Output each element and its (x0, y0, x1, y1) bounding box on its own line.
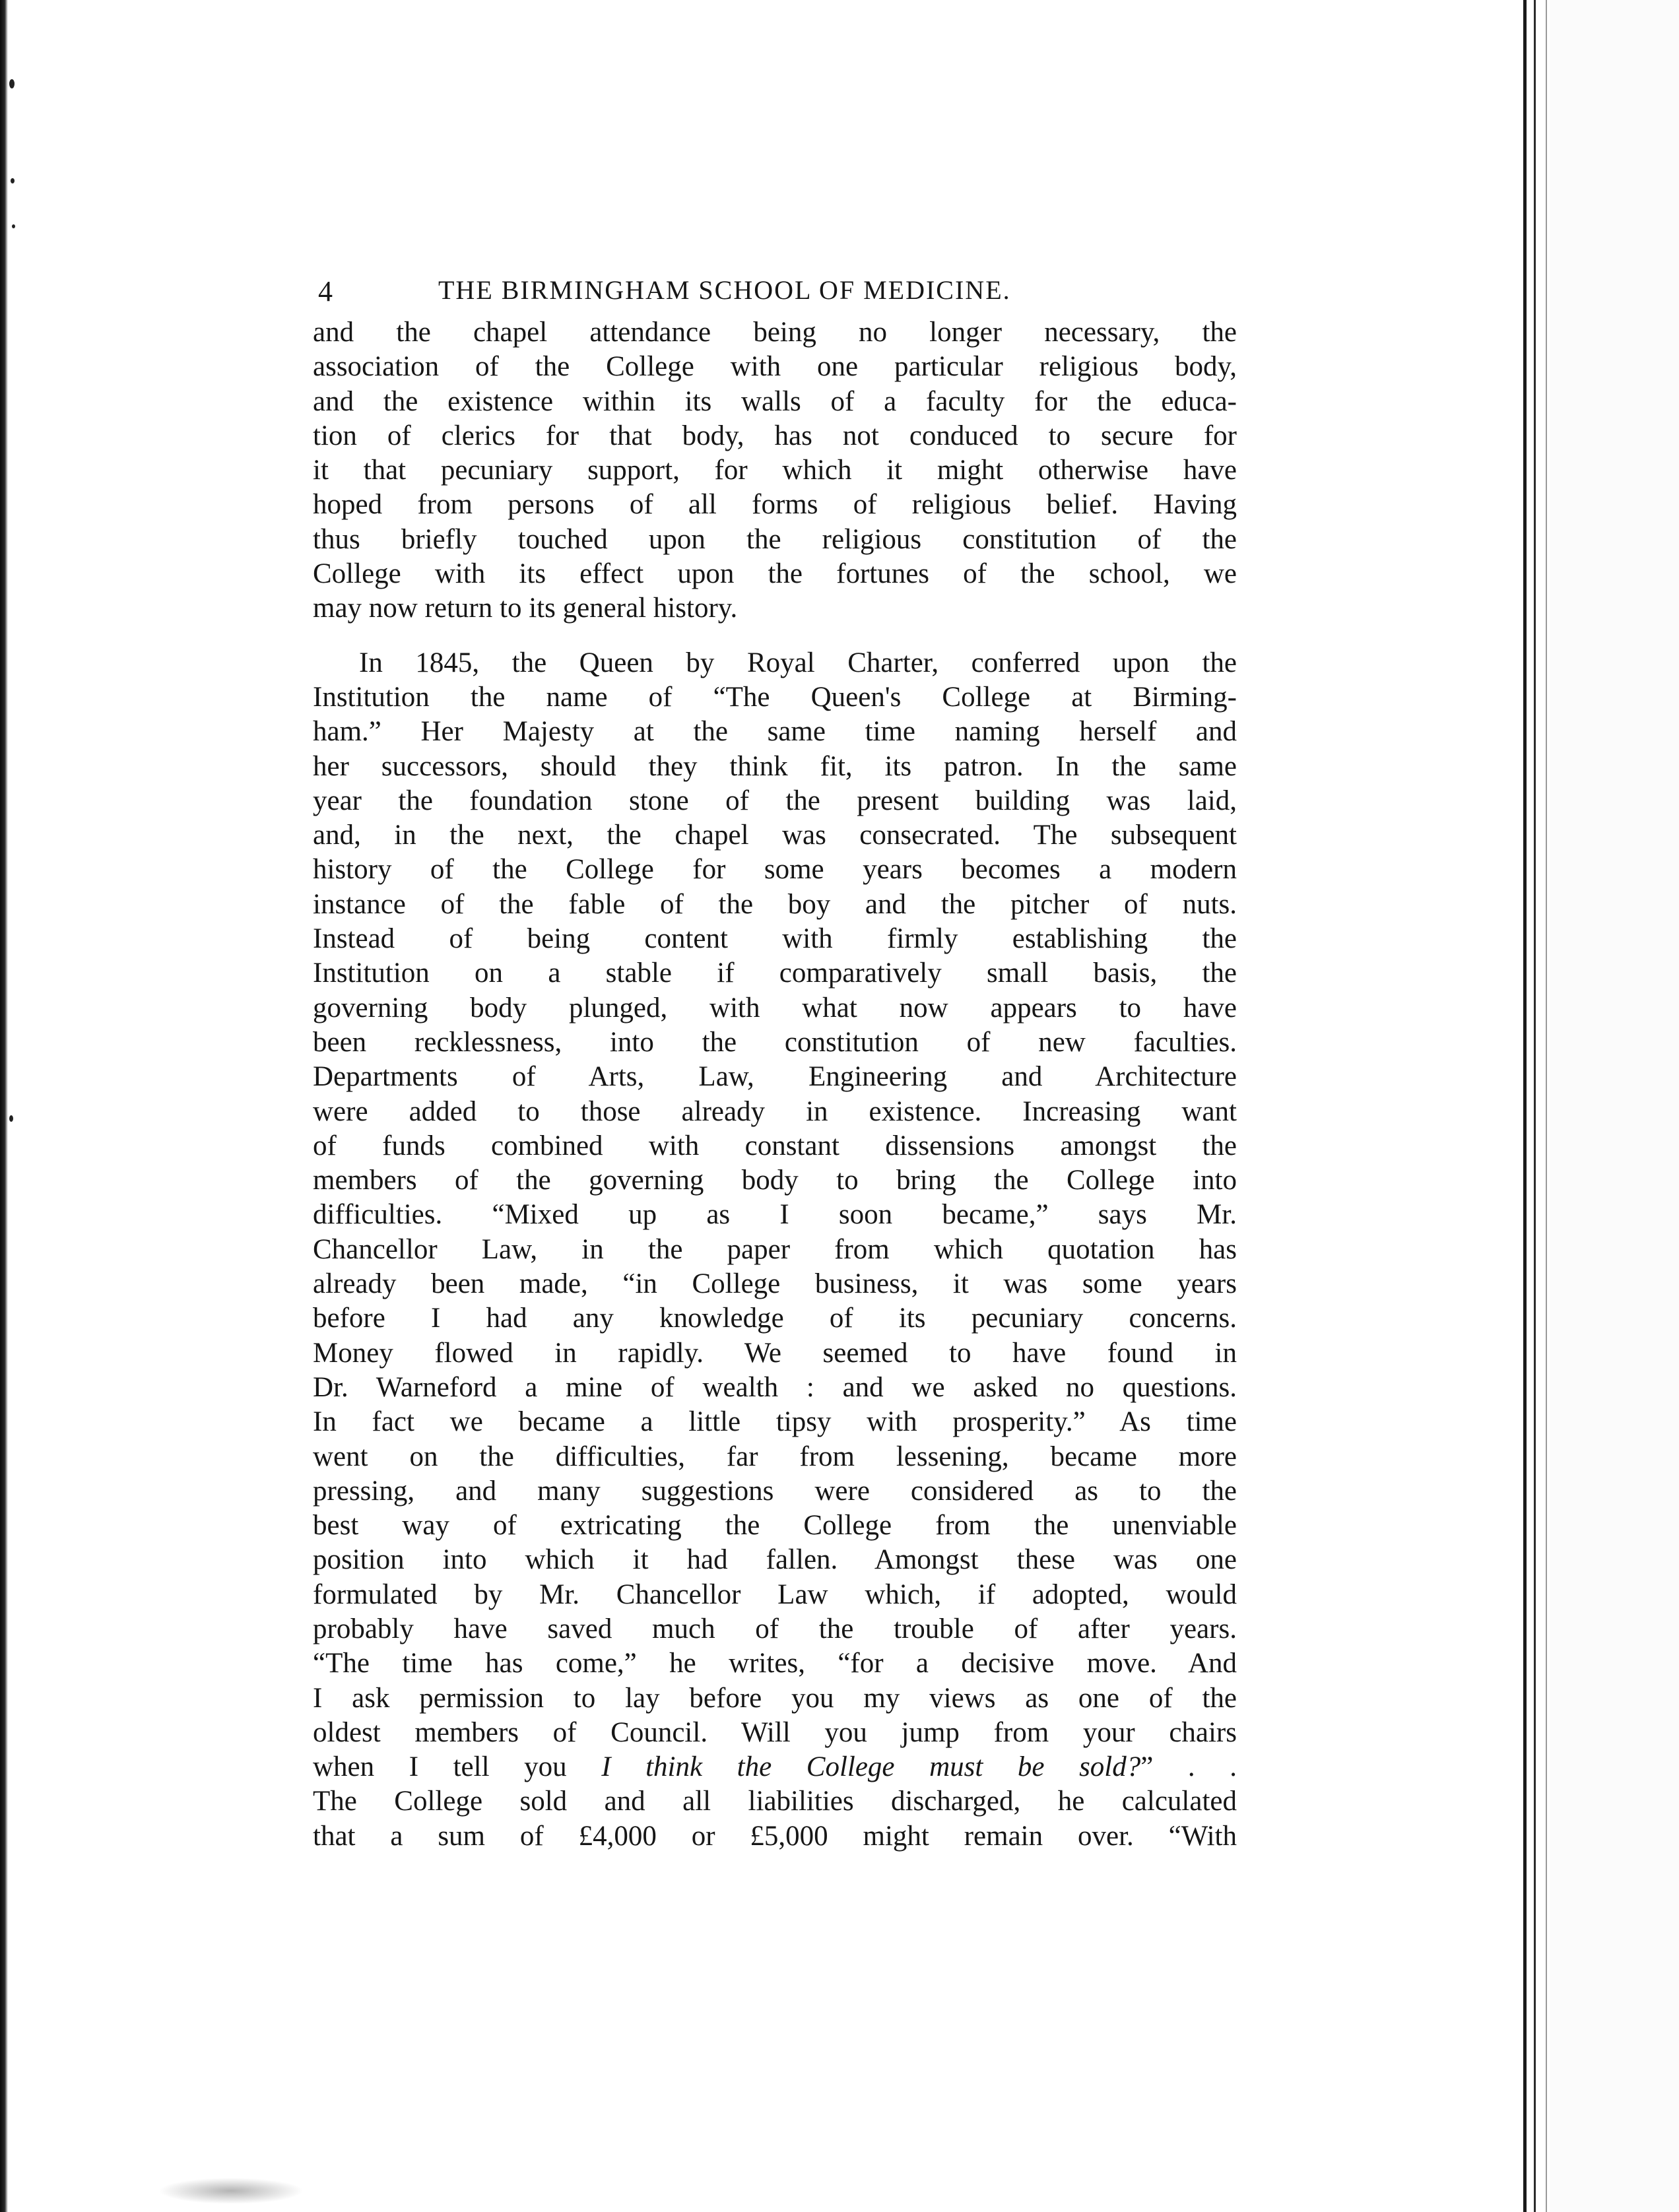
text-line: difficulties. “Mixed up as I soon became,” says Mr. (313, 1199, 1237, 1231)
text-line: In fact we became a little tipsy with prosperity.” As time (313, 1406, 1237, 1438)
scan-right-margin (1523, 0, 1679, 2212)
scan-binding-shadow (0, 0, 8, 2212)
text-line: Dr. Warneford a mine of wealth : and we asked no questions. (313, 1371, 1237, 1403)
text-line: Institution the name of “The Queen's College at Birming- (313, 681, 1237, 713)
text-line: of funds combined with constant dissensions amongst the (313, 1130, 1237, 1161)
scan-speck (9, 79, 15, 88)
text-line: history of the College for some years becomes a modern (313, 854, 1237, 886)
text-line: position into which it had fallen. Amongst these was one (313, 1544, 1237, 1576)
body-text (313, 315, 1237, 1854)
text-line: College with its effect upon the fortunes of the school, we (313, 558, 1237, 590)
scan-edge-fill (1550, 0, 1679, 2212)
text-line: went on the difficulties, far from lessening, became more (313, 1441, 1237, 1472)
text-line: best way of extricating the College from the unenviable (313, 1510, 1237, 1542)
text-line: pressing, and many suggestions were considered as to the (313, 1475, 1237, 1507)
text-line: formulated by Mr. Chancellor Law which, if adopted, would (313, 1578, 1237, 1610)
text-line: oldest members of Council. Will you jump from your chairs (313, 1716, 1237, 1748)
text-line: probably have saved much of the trouble of after years. (313, 1613, 1237, 1644)
scan-speck (9, 1115, 13, 1122)
text-line: The College sold and all liabilities discharged, he calculated (313, 1786, 1237, 1817)
text-line: ham.” Her Majesty at the same time naming herself and (313, 716, 1237, 748)
text-line: and the chapel attendance being no longer necessary, the (313, 317, 1237, 348)
text-line: it that pecuniary support, for which it might otherwise have (313, 455, 1237, 486)
scan-speck (12, 224, 15, 228)
text-line: Money flowed in rapidly. We seemed to have found in (313, 1337, 1237, 1369)
scan-edge-line (1523, 0, 1527, 2212)
paragraph (313, 315, 1237, 626)
text-line: association of the College with one particular religious body, (313, 351, 1237, 383)
running-head (313, 269, 1237, 315)
text-run: when I tell you (313, 1751, 602, 1783)
text-line: governing body plunged, with what now appears to have (313, 992, 1237, 1024)
italic-quotation: I think the College must be sold? (601, 1751, 1141, 1783)
text-line: thus briefly touched upon the religious constitution of the (313, 523, 1237, 555)
text-line: year the foundation stone of the present building was laid, (313, 785, 1237, 816)
text-line: I ask permission to lay before you my views as one of the (313, 1682, 1237, 1714)
book-page (313, 269, 1237, 1854)
text-line: In 1845, the Queen by Royal Charter, conferred upon the (359, 647, 1237, 678)
scan-edge-line (1546, 0, 1547, 2212)
page-number: 4 (318, 275, 334, 308)
text-line (313, 1750, 1237, 1784)
text-line: and, in the next, the chapel was consecrated. The subsequent (313, 820, 1237, 851)
text-line: already been made, “in College business, it was some years (313, 1268, 1237, 1300)
text-line: may now return to its general history. (313, 593, 738, 624)
scan-noise (158, 2178, 304, 2204)
text-line: Institution on a stable if comparatively small basis, the (313, 958, 1237, 989)
text-line: her successors, should they think fit, its patron. In the same (313, 750, 1237, 782)
text-line: were added to those already in existence. Increasing want (313, 1095, 1237, 1127)
text-line: that a sum of £4,000 or £5,000 might remain over. “With (313, 1820, 1237, 1852)
text-line: instance of the fable of the boy and the pitcher of nuts. (313, 888, 1237, 920)
text-line: been recklessness, into the constitution of new faculties. (313, 1026, 1237, 1058)
text-line: Instead of being content with firmly establishing the (313, 923, 1237, 955)
text-line: before I had any knowledge of its pecuniary concerns. (313, 1303, 1237, 1334)
text-line: members of the governing body to bring the College into (313, 1165, 1237, 1196)
running-title: THE BIRMINGHAM SCHOOL OF MEDICINE. (438, 275, 1011, 305)
scan-edge-line (1534, 0, 1536, 2212)
text-line: Departments of Arts, Law, Engineering and Architecture (313, 1061, 1237, 1093)
text-line: and the existence within its walls of a faculty for the educa- (313, 385, 1237, 417)
text-line: Chancellor Law, in the paper from which quotation has (313, 1233, 1237, 1265)
text-run: ” . . (1140, 1751, 1237, 1783)
text-line: “The time has come,” he writes, “for a decisive move. And (313, 1648, 1237, 1679)
scan-left-margin (0, 0, 26, 2212)
scan-speck (11, 178, 15, 183)
text-line: hoped from persons of all forms of religious belief. Having (313, 489, 1237, 521)
text-line: tion of clerics for that body, has not conduced to secure for (313, 420, 1237, 451)
paragraph (313, 646, 1237, 1854)
